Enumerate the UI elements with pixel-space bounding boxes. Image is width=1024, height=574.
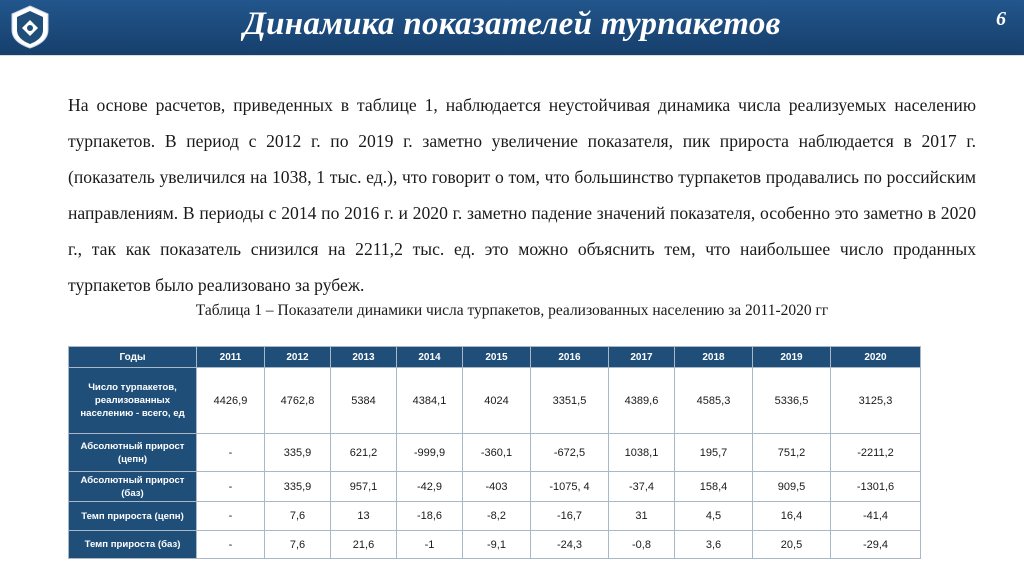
table-row <box>69 472 921 502</box>
header-cell: 2014 <box>397 347 463 368</box>
table-cell: 335,9 <box>265 472 331 502</box>
body-paragraph: На основе расчетов, приведенных в таблице 1, наблюдается неустойчивая динамика числа реализуемых населению турпакетов. В период с 2012 г. по 2019 г. заметно увеличение показателя, пик прироста наблюдается в 2017 г. (показатель увеличился на 1038, 1 тыс. ед.), что говорит о том, что большинство турпакетов продавались по российским направлениям. В периоды с 2014 по 2016 г. и 2020 г. заметно падение значений показателя, особенно это заметно в 2020 г., так как показатель снизился на 2211,2 тыс. ед. это можно объяснить тем, что наибольшее число проданных турпакетов было реализовано за рубеж. <box>68 95 976 295</box>
table-cell: 4762,8 <box>265 368 331 434</box>
table-cell: -360,1 <box>463 434 531 472</box>
table-cell: 4389,6 <box>609 368 675 434</box>
table-cell: - <box>197 434 265 472</box>
page-number: 6 <box>996 8 1006 30</box>
table-cell: 7,6 <box>265 531 331 559</box>
table-cell: -1075, 4 <box>531 472 609 502</box>
slide-header <box>0 0 1024 55</box>
table-cell: 4024 <box>463 368 531 434</box>
table-cell: -9,1 <box>463 531 531 559</box>
header-cell: 2018 <box>675 347 753 368</box>
table-cell: 3125,3 <box>831 368 921 434</box>
table-cell: -24,3 <box>531 531 609 559</box>
header-cell: 2013 <box>331 347 397 368</box>
table-row <box>69 502 921 531</box>
table-cell: -2211,2 <box>831 434 921 472</box>
table-cell: -1 <box>397 531 463 559</box>
header-cell: 2020 <box>831 347 921 368</box>
table-cell: 4,5 <box>675 502 753 531</box>
table-cell: 4384,1 <box>397 368 463 434</box>
table-cell: -0,8 <box>609 531 675 559</box>
table-cell: 13 <box>331 502 397 531</box>
table-cell: -37,4 <box>609 472 675 502</box>
table-cell: -403 <box>463 472 531 502</box>
table-cell: 5336,5 <box>753 368 831 434</box>
table-cell: -16,7 <box>531 502 609 531</box>
header-cell: 2016 <box>531 347 609 368</box>
table-cell: 195,7 <box>675 434 753 472</box>
table-caption: Таблица 1 – Показатели динамики числа турпакетов, реализованных населению за 2011-2020 гг <box>195 302 829 319</box>
table-cell: 621,2 <box>331 434 397 472</box>
table-cell: 158,4 <box>675 472 753 502</box>
table-cell: -8,2 <box>463 502 531 531</box>
table-row <box>69 531 921 559</box>
table-cell: - <box>197 531 265 559</box>
header-divider <box>0 55 1024 56</box>
table-cell: 16,4 <box>753 502 831 531</box>
table-cell: 3,6 <box>675 531 753 559</box>
table-cell: -29,4 <box>831 531 921 559</box>
table-row <box>69 368 921 434</box>
header-cell: 2019 <box>753 347 831 368</box>
table-cell: 751,2 <box>753 434 831 472</box>
table-cell: 3351,5 <box>531 368 609 434</box>
table-cell: 21,6 <box>331 531 397 559</box>
table-cell: -41,4 <box>831 502 921 531</box>
table-cell: -672,5 <box>531 434 609 472</box>
row-label: Абсолютный прирост (цепн) <box>69 434 197 472</box>
row-label: Темп прироста (цепн) <box>69 502 197 531</box>
table-cell: 20,5 <box>753 531 831 559</box>
table-cell: 335,9 <box>265 434 331 472</box>
table-cell: 31 <box>609 502 675 531</box>
table-cell: 909,5 <box>753 472 831 502</box>
table-cell: -999,9 <box>397 434 463 472</box>
header-cell: 2017 <box>609 347 675 368</box>
table-header-row <box>69 347 921 368</box>
header-cell: 2015 <box>463 347 531 368</box>
table-cell: - <box>197 472 265 502</box>
table-cell: - <box>197 502 265 531</box>
table-cell: 5384 <box>331 368 397 434</box>
header-cell: Годы <box>69 347 197 368</box>
row-label: Абсолютный прирост (баз) <box>69 472 197 502</box>
table-cell: 957,1 <box>331 472 397 502</box>
row-label: Темп прироста (баз) <box>69 531 197 559</box>
row-label: Число турпакетов, реализованных населению - всего, ед <box>69 368 197 434</box>
table-cell: 4426,9 <box>197 368 265 434</box>
table-cell: -42,9 <box>397 472 463 502</box>
table-row <box>69 434 921 472</box>
table-cell: 4585,3 <box>675 368 753 434</box>
header-cell: 2012 <box>265 347 331 368</box>
table-cell: 1038,1 <box>609 434 675 472</box>
table-cell: -18,6 <box>397 502 463 531</box>
table-cell: 7,6 <box>265 502 331 531</box>
header-cell: 2011 <box>197 347 265 368</box>
slide-title: Динамика показателей турпакетов <box>243 6 781 42</box>
table-cell: -1301,6 <box>831 472 921 502</box>
indicators-table <box>68 346 921 559</box>
